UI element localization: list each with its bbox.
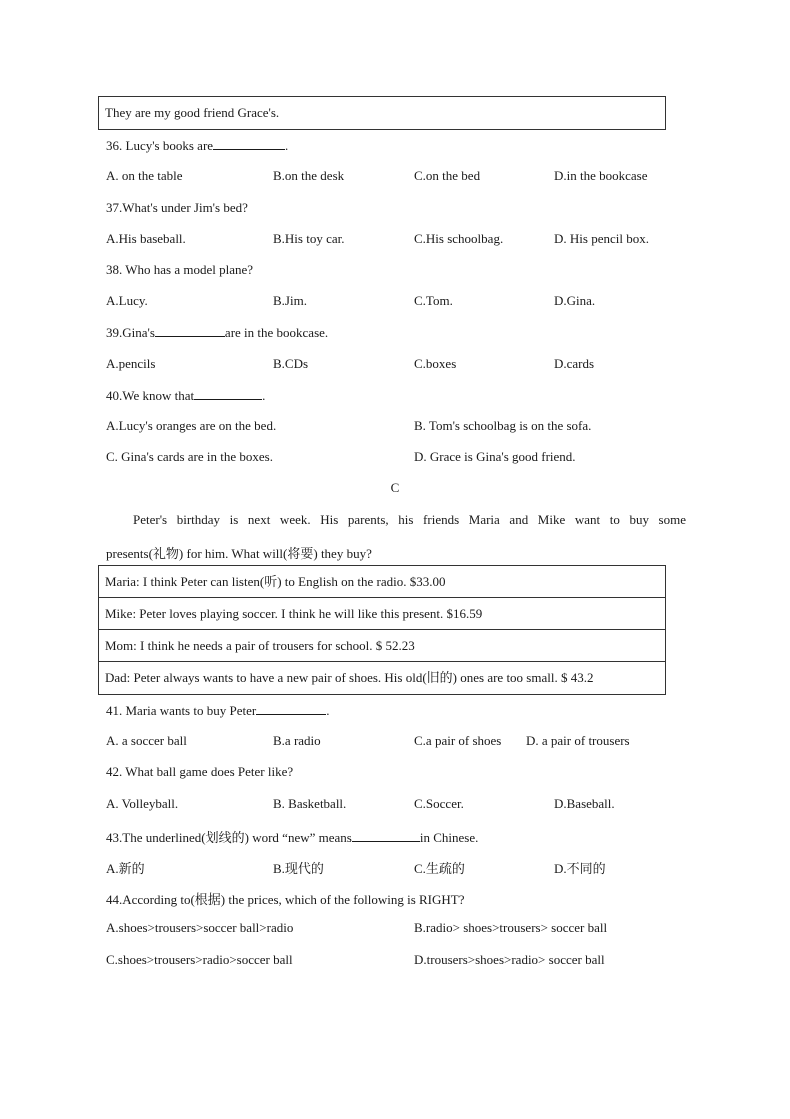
gift-row-maria: Maria: I think Peter can listen(听) to English on the radio. $33.00 bbox=[99, 566, 665, 598]
question-40-stem bbox=[106, 387, 265, 404]
question-39-stem bbox=[106, 324, 328, 341]
question-38-stem: 38. Who has a model plane? bbox=[106, 262, 254, 277]
q38-option-a: A.Lucy. bbox=[106, 293, 148, 308]
question-41-stem bbox=[106, 702, 329, 719]
q38-option-d: D.Gina. bbox=[554, 293, 596, 308]
question-42-stem: 42. What ball game does Peter like? bbox=[106, 764, 294, 779]
q41-option-a: A. a soccer ball bbox=[106, 733, 187, 748]
gift-row-mike: Mike: Peter loves playing soccer. I think he will like this present. $16.59 bbox=[99, 598, 665, 630]
q39-option-c: C.boxes bbox=[414, 356, 457, 371]
q40-option-a: A.Lucy's oranges are on the bed. bbox=[106, 418, 277, 433]
gift-row-dad: Dad: Peter always wants to have a new pair of shoes. His old(旧的) ones are too small. $ 43.2 bbox=[105, 670, 594, 685]
q39-option-a: A.pencils bbox=[106, 356, 156, 371]
q38-option-b: B.Jim. bbox=[273, 293, 307, 308]
answer-blank bbox=[256, 702, 326, 715]
q40-option-c: C. Gina's cards are in the boxes. bbox=[106, 449, 273, 464]
answer-blank bbox=[194, 387, 262, 400]
q37-option-a: A.His baseball. bbox=[106, 231, 186, 246]
q43-option-a: A.新的 bbox=[106, 861, 145, 876]
answer-blank bbox=[352, 829, 420, 842]
q41-option-b: B.a radio bbox=[273, 733, 321, 748]
q40-option-b: B. Tom's schoolbag is on the sofa. bbox=[414, 418, 592, 433]
q42-option-c: C.Soccer. bbox=[414, 796, 464, 811]
q44-option-c: C.shoes>trousers>radio>soccer ball bbox=[106, 952, 293, 967]
intro-paragraph-line-2: presents(礼物) for him. What will(将要) they buy? bbox=[106, 546, 372, 561]
q36-option-c: C.on the bed bbox=[414, 168, 481, 183]
question-36-end: . bbox=[285, 138, 289, 153]
answer-blank bbox=[155, 324, 225, 337]
q41-option-d: D. a pair of trousers bbox=[526, 733, 630, 748]
question-39-text: 39.Gina's bbox=[106, 325, 155, 340]
question-37-stem: 37.What's under Jim's bed? bbox=[106, 200, 248, 215]
q39-option-d: D.cards bbox=[554, 356, 595, 371]
q42-option-a: A. Volleyball. bbox=[106, 796, 179, 811]
question-36-text: 36. Lucy's books are bbox=[106, 138, 214, 153]
q44-option-b: B.radio> shoes>trousers> soccer ball bbox=[414, 920, 608, 935]
q39-option-b: B.CDs bbox=[273, 356, 309, 371]
q36-option-a: A. on the table bbox=[106, 168, 183, 183]
q43-option-b: B.现代的 bbox=[273, 861, 324, 876]
q42-option-d: D.Baseball. bbox=[554, 796, 615, 811]
question-36-stem bbox=[106, 137, 288, 154]
q37-option-c: C.His schoolbag. bbox=[414, 231, 504, 246]
question-43-end: in Chinese. bbox=[419, 830, 479, 845]
q43-option-d: D.不同的 bbox=[554, 861, 606, 876]
q38-option-c: C.Tom. bbox=[414, 293, 453, 308]
question-40-text: 40.We know that bbox=[106, 388, 195, 403]
q36-option-b: B.on the desk bbox=[273, 168, 345, 183]
q37-option-d: D. His pencil box. bbox=[554, 231, 649, 246]
q36-option-d: D.in the bookcase bbox=[554, 168, 648, 183]
question-39-end: are in the bookcase. bbox=[224, 325, 329, 340]
question-43-text: 43.The underlined(划线的) word “new” means bbox=[106, 830, 352, 845]
q43-option-c: C.生疏的 bbox=[414, 861, 465, 876]
gift-table bbox=[98, 565, 666, 695]
gift-row-mom: Mom: I think he needs a pair of trousers for school. $ 52.23 bbox=[99, 630, 665, 662]
q37-option-b: B.His toy car. bbox=[273, 231, 345, 246]
top-text-box bbox=[98, 96, 666, 130]
q40-option-d: D. Grace is Gina's good friend. bbox=[414, 449, 576, 464]
question-41-text: 41. Maria wants to buy Peter bbox=[106, 703, 257, 718]
q44-option-a: A.shoes>trousers>soccer ball>radio bbox=[106, 920, 294, 935]
section-heading: C bbox=[390, 480, 400, 495]
question-43-stem bbox=[106, 827, 478, 846]
q41-option-c: C.a pair of shoes bbox=[414, 733, 502, 748]
answer-blank bbox=[213, 137, 285, 150]
question-40-end: . bbox=[262, 388, 266, 403]
question-41-end: . bbox=[326, 703, 330, 718]
question-44-stem: 44.According to(根据) the prices, which of the following is RIGHT? bbox=[106, 892, 465, 907]
top-box-text: They are my good friend Grace's. bbox=[105, 105, 280, 120]
q44-option-d: D.trousers>shoes>radio> soccer ball bbox=[414, 952, 605, 967]
intro-paragraph-line-1: Peter's birthday is next week. His parents, his friends Maria and Mike want to buy some bbox=[133, 512, 686, 527]
q42-option-b: B. Basketball. bbox=[273, 796, 347, 811]
